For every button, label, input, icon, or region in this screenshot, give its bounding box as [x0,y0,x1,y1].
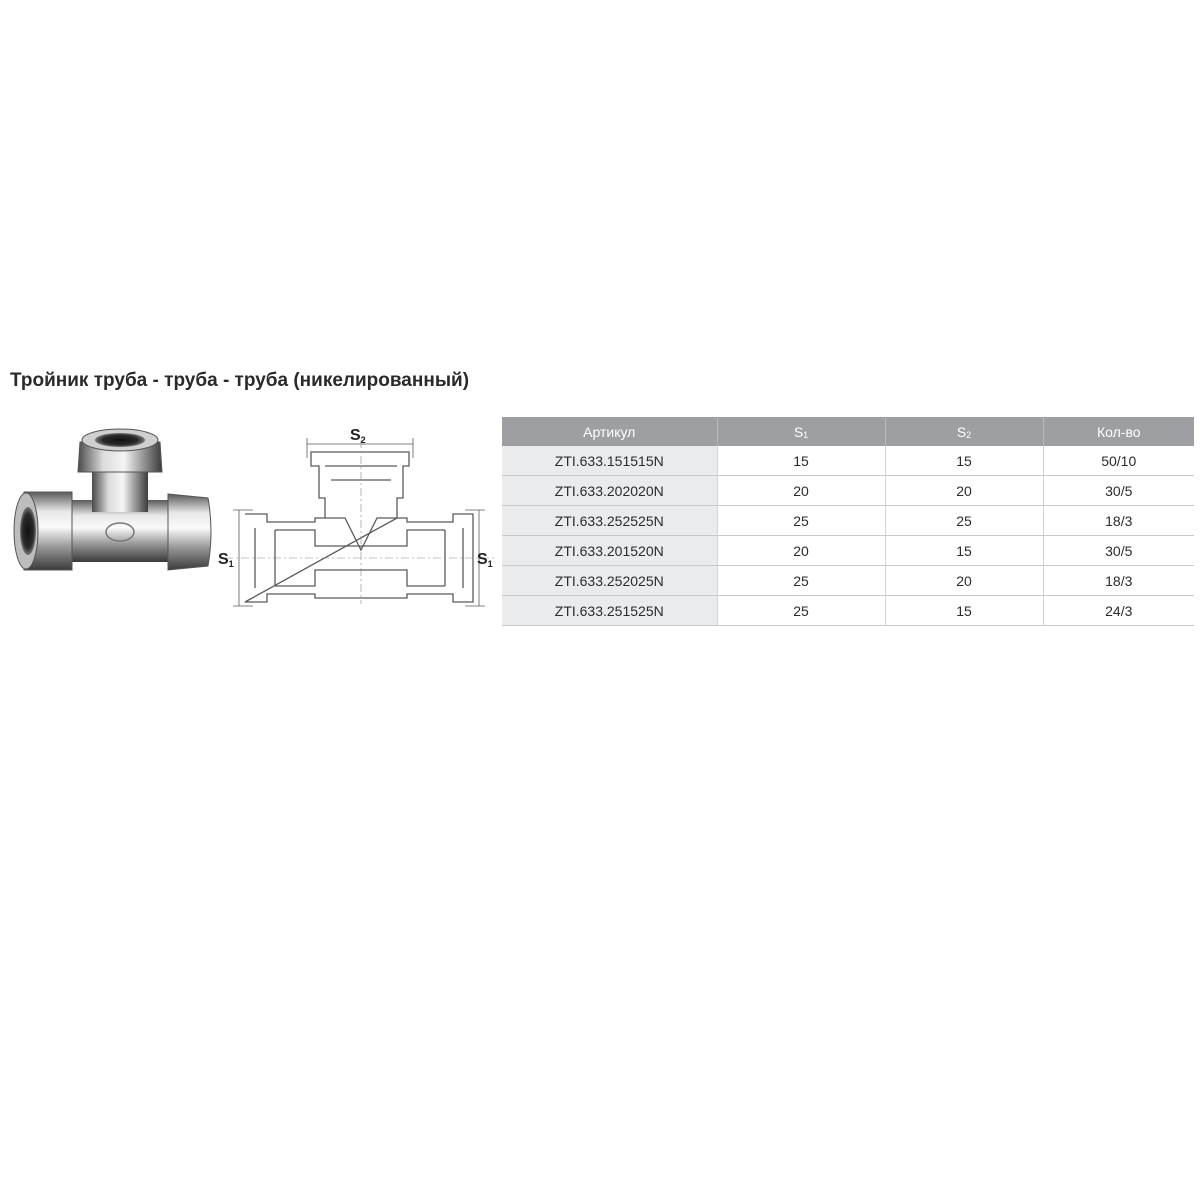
table-row [502,566,1194,596]
cell-qty: 30/5 [1043,536,1194,566]
cell-s1: 25 [717,596,885,626]
drawing-label-s1-right: S1 [477,551,493,569]
cell-s1: 25 [717,506,885,536]
header-s2: S2 [885,417,1043,446]
cell-s2: 25 [885,506,1043,536]
drawing-label-s1-left: S1 [218,551,234,569]
cell-qty: 30/5 [1043,476,1194,506]
table-row [502,536,1194,566]
cell-s2: 20 [885,476,1043,506]
cell-qty: 18/3 [1043,506,1194,536]
cell-qty: 18/3 [1043,566,1194,596]
cell-s2: 15 [885,536,1043,566]
cell-code: ZTI.633.151515N [502,446,717,476]
cell-qty: 24/3 [1043,596,1194,626]
drawing-label-s2: S2 [350,427,366,445]
table-header-row [502,417,1194,446]
cell-s2: 15 [885,446,1043,476]
table-row [502,596,1194,626]
cell-s1: 15 [717,446,885,476]
cell-s2: 15 [885,596,1043,626]
page-title: Тройник труба - труба - труба (никелированный) [10,370,470,391]
cell-s1: 20 [717,536,885,566]
header-code: Артикул [502,417,717,446]
cell-code: ZTI.633.201520N [502,536,717,566]
technical-drawing [215,418,500,613]
header-qty: Кол-во [1043,417,1194,446]
table-row [502,506,1194,536]
cell-s1: 20 [717,476,885,506]
cell-code: ZTI.633.252025N [502,566,717,596]
product-photo [10,420,215,590]
cell-s1: 25 [717,566,885,596]
spec-table [502,417,1194,626]
cell-code: ZTI.633.251525N [502,596,717,626]
header-s1: S1 [717,417,885,446]
table-row [502,476,1194,506]
cell-code: ZTI.633.202020N [502,476,717,506]
table-row [502,446,1194,476]
cell-qty: 50/10 [1043,446,1194,476]
cell-s2: 20 [885,566,1043,596]
cell-code: ZTI.633.252525N [502,506,717,536]
